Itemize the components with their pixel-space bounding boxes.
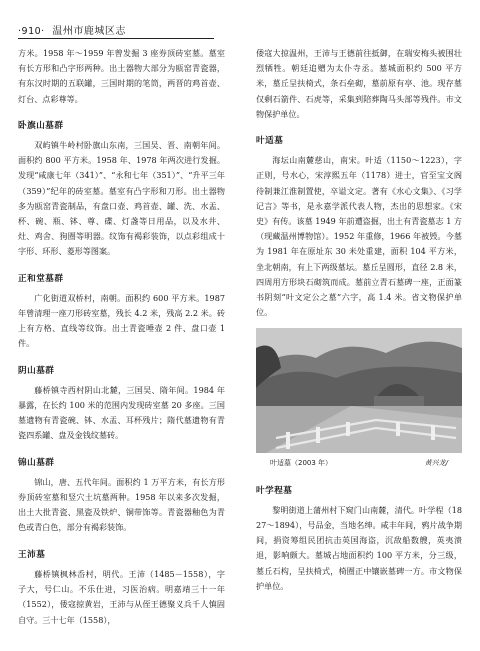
- tomb-photo: [256, 328, 462, 453]
- book-title: 温州市鹿城区志: [52, 26, 126, 37]
- right-column: [256, 46, 462, 594]
- section-text-yexuecheng: 黎明街道上蒲州村下窥门山南麓，清代。叶学程（1827～1894），号品金，当地名绅。咸丰年间，鸦片战争期间，捐资筹组民团抗击英国海盗，沉敌船数艘，英夷溃退，影响颇大。墓城占地面积约 100 平方米，分三级，墓丘石构，呈扶椅式，椅圈正中镶嵌墓碑一方。市文物保护单位。: [256, 504, 462, 591]
- photo-caption-row: [256, 456, 462, 471]
- section-title-yexuecheng: 叶学程墓: [256, 485, 293, 496]
- left-column: [18, 46, 225, 628]
- section-text-wangpei: 藤桥镇枫林岙村，明代。王沛（1485－1558），字子大，号仁山。不乐仕进，习医治病。明嘉靖三十一年（1552），倭寇掠黄岩，王沛与从侄王德聚义兵千人慎固自守。三十七年（1558），: [18, 568, 225, 625]
- tomb-photo-illustration: [256, 328, 462, 453]
- section-title-yeshi: 叶适墓: [256, 136, 284, 147]
- photo-credit: 黄兴龙/: [424, 459, 448, 468]
- page-number: ·910·: [18, 26, 45, 37]
- header-rule: [18, 38, 214, 39]
- section-text-woqishan: 双屿镇牛岭村卧旗山东南，三国吴、晋、南朝年间。面积约 800 平方米。1958 年、1978 年两次进行发掘。发现“咸康七年（341）”、“永和七年（351）”、“升平三年（359）”纪年的砖室墓。墓室有凸字形和刀形。出土器物多为瓯窑青瓷制品，有盘口壶、鸡首壶、罐、洗、水盂、杯、碗、瓶、钵、尊、碟、灯盏等日用品，以及水井、灶、鸡舍、狗圈等明器。纹饰有褐彩装饰，以点彩组成十字形、环形、菱形等图案。: [18, 140, 225, 257]
- section-text-yinshan: 藤桥镇寺西村阴山北麓，三国吴、隋年间。1984 年暴露，在长约 100 米的范围内发现砖室墓 20 多座。三国墓遗物有青瓷碗、钵、水盂、耳杯残片；隋代墓遗物有青瓷四系罐、盘及金钱纹墓砖。: [18, 384, 225, 441]
- section-title-yinshan: 阴山墓群: [18, 365, 55, 376]
- section-title-jinshan: 锦山墓群: [18, 457, 55, 468]
- section-text-jinshan: 锦山，唐、五代年间。面积约 1 万平方米，有长方形券顶砖室墓和竖穴土坑墓两种。1958 年以来多次发掘，出土大批青瓷、黑瓷及铁炉、铜带饰等。青瓷器釉色为青色或青白色，部分有褐彩装饰。: [18, 476, 225, 533]
- section-title-wangpei: 王沛墓: [18, 549, 46, 560]
- section-text-yeshi: 海坛山南麓慈山，南宋。叶适（1150～1223），字正则，号水心，宋淳熙五年（1178）进士，官至宝文阁待制兼江淮制置使，卒谥文定。著有《水心文集》、《习学记言》等书，是永嘉学派代表人物，杰出的思想家。《宋史》有传。该墓 1949 年前遭盗掘，出土有青瓷墓志 1 方（现藏温州博物馆）。1952 年重修，1966 年被毁。今墓为 1981 年在原址东 30 米处重建，面积 104 平方米，坐北朝南，有上下两级墓坛。墓丘呈圆形，直径 2.8 米，四周用方形块石砌筑而成。墓前立青石墓碑一座，正面篆书阴刻“叶文定公之墓”六字，高 1.4 米。省文物保护单位。: [256, 155, 463, 318]
- photo-caption: 叶适墓（2003 年）: [270, 459, 333, 468]
- section-text-zhenghetang: 广化街道双桥村，南朝。面积约 600 平方米。1987 年曾清理一座刀形砖室墓，残长 4.2 米，残高 2.2 米。砖上有方格、直线等纹饰。出土青瓷唾壶 2 件、盘口壶 1 件。: [18, 292, 225, 349]
- section-title-zhenghetang: 正和堂墓群: [18, 273, 64, 284]
- page-header: [18, 22, 462, 37]
- intro-paragraph: 方米。1958 年～1959 年曾发掘 3 座券顶砖室墓。墓室有长方形和凸字形两种。出土器物大部分为瓯窑青瓷器，有东汉时期的五联罐，三国时期的笔筒，两晋的鸡首壶、灯台、点彩尊等。: [18, 48, 225, 104]
- section-title-woqishan: 卧旗山墓群: [18, 120, 64, 131]
- continuation-paragraph: 倭寇大掠温州，王沛与王德前往抵御，在瑞安梅头被围壮烈牺牲。朝廷追赠为太仆寺丞。墓城面积约 500 平方米，墓丘呈扶椅式，条石垒砌，墓前原有亭、池。现存墓仅剩石箭件、石虎等，采集到陪葬陶马头部等残件。市文物保护单位。: [256, 48, 462, 119]
